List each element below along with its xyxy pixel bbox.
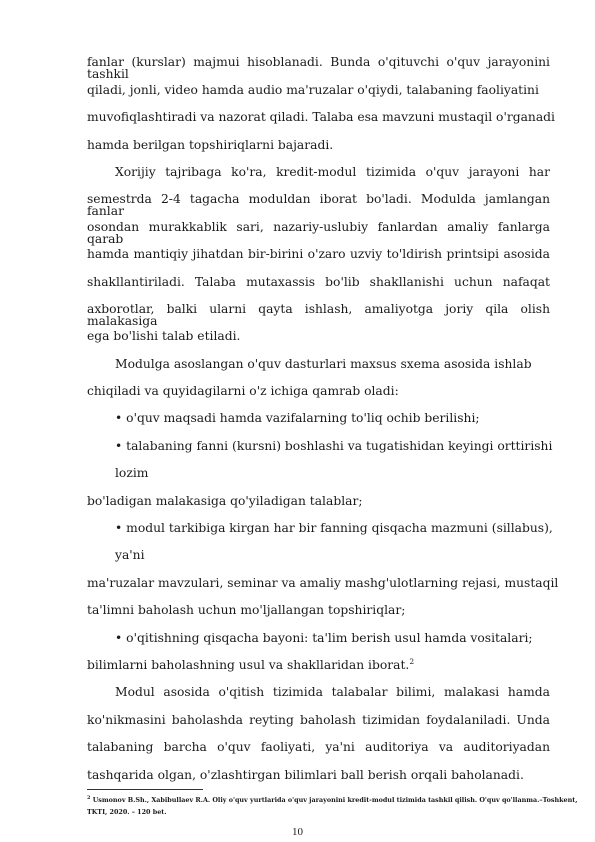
paragraph-first-line: Modulga asoslangan o'quv dasturlari maxsus sxema asosida ishlab xyxy=(115,357,532,371)
body-line: muvofiqlashtiradi va nazorat qiladi. Talaba esa mavzuni mustaqil o'rganadi xyxy=(87,110,555,124)
bullet-continuation xyxy=(87,656,415,672)
body-line: fanlar (kurslar) majmui hisoblanadi. Bunda o'qituvchi o'quv jarayonini tashkil xyxy=(87,55,550,82)
footnote-marker: 2 xyxy=(87,794,91,801)
body-line: semestrda 2-4 tagacha moduldan iborat bo'ladi. Modulda jamlangan fanlar xyxy=(87,192,550,219)
bullet-continuation: bo'ladigan malakasiga qo'yiladigan talablar; xyxy=(87,494,363,508)
body-line: talabaning barcha o'quv faoliyati, ya'ni auditoriya va auditoriyadan xyxy=(87,740,550,754)
bullet-continuation: ta'limni baholash uchun mo'ljallangan topshiriqlar; xyxy=(87,603,406,617)
bullet-continuation: ya'ni xyxy=(115,548,145,562)
footnote-line: TKTI, 2020. – 120 bet. xyxy=(87,808,167,816)
body-line: tashqarida olgan, o'zlashtirgan bilimlari ball berish orqali baholanadi. xyxy=(87,768,524,782)
bullet-item: • talabaning fanni (kursni) boshlashi va tugatishidan keyingi orttirishi xyxy=(115,439,553,453)
body-line: osondan murakkablik sari, nazariy-uslubiy fanlardan amaliy fanlarga qarab xyxy=(87,220,550,247)
bullet-item: • o'qitishning qisqacha bayoni: ta'lim berish usul hamda vositalari; xyxy=(115,631,533,645)
body-line: hamda mantiqiy jihatdan bir-birini o'zaro uzviy to'ldirish printsipi asosida xyxy=(87,247,550,261)
body-line: qiladi, jonli, video hamda audio ma'ruzalar o'qiydi, talabaning faoliyatini xyxy=(87,83,539,97)
paragraph-first-line: Modul asosida o'qitish tizimida talabalar bilimi, malakasi hamda xyxy=(115,685,550,699)
body-line: axborotlar, balki ularni qayta ishlash, amaliyotga joriy qila olish malakasiga xyxy=(87,302,550,329)
body-line: ega bo'lishi talab etiladi. xyxy=(87,329,241,343)
bullet-item: • o'quv maqsadi hamda vazifalarning to'liq ochib berilishi; xyxy=(115,411,480,425)
footnote-reference[interactable]: 2 xyxy=(409,656,415,666)
paragraph-first-line: Xorijiy tajribaga ko'ra, kredit-modul tizimida o'quv jarayoni har xyxy=(115,165,550,179)
page-number: 10 xyxy=(292,826,303,838)
bullet-item: • modul tarkibiga kirgan har bir fanning qisqacha mazmuni (sillabus), xyxy=(115,521,553,535)
footnote-separator xyxy=(87,789,203,790)
bullet-continuation: ma'ruzalar mavzulari, seminar va amaliy mashg'ulotlarning rejasi, mustaqil xyxy=(87,576,559,590)
bullet-continuation: lozim xyxy=(115,466,149,480)
body-line: chiqiladi va quyidagilarni o'z ichiga qamrab oladi: xyxy=(87,384,399,398)
body-text: bilimlarni baholashning usul va shakllaridan iborat. xyxy=(87,658,410,672)
footnote-text: Usmonov B.Sh., Xabibullaev R.A. Oliy o'quv yurtlarida o'quv jarayonini kredit-modul tizimida tashkil qilish. O'quv qo'llanma.–Toshkent, xyxy=(90,796,578,804)
body-line: ko'nikmasini baholashda reyting baholash tizimidan foydalaniladi. Unda xyxy=(87,713,550,727)
body-line: shakllantiriladi. Talaba mutaxassis bo'lib shakllanishi uchun nafaqat xyxy=(87,275,550,289)
body-line: hamda berilgan topshiriqlarni bajaradi. xyxy=(87,138,334,152)
footnote-line xyxy=(87,796,577,804)
